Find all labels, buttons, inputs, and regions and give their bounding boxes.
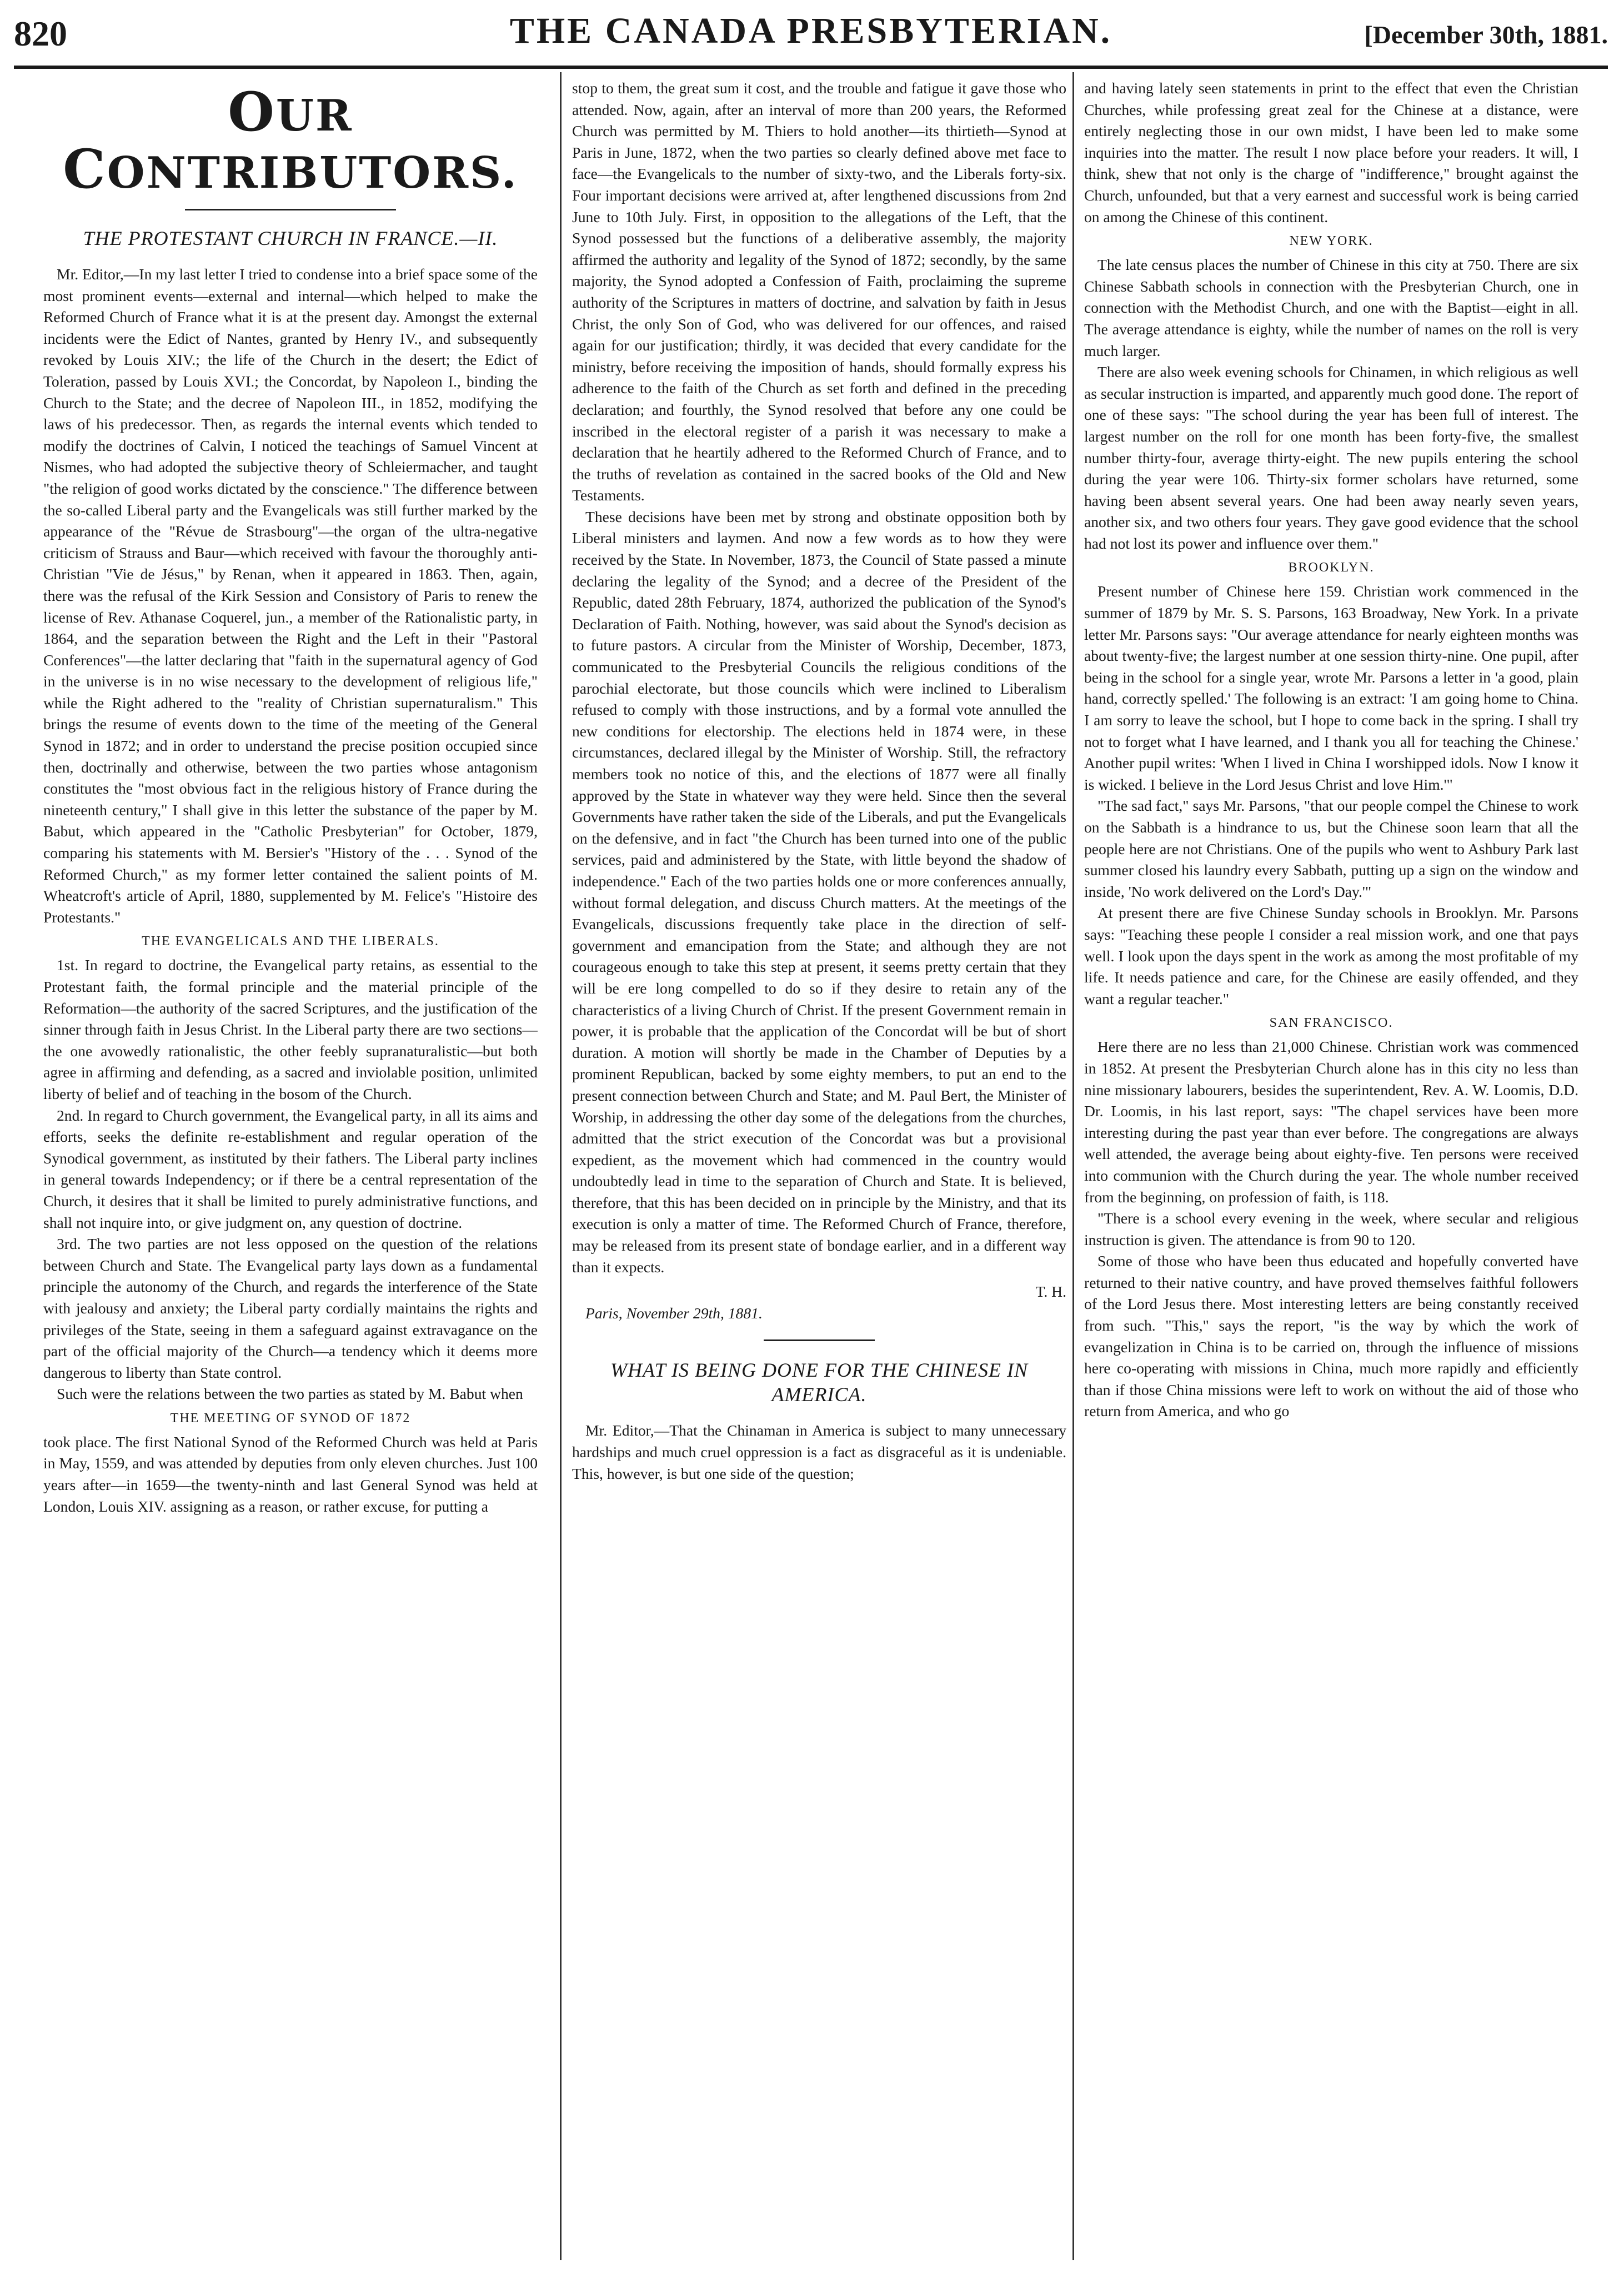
article-separator	[764, 1339, 875, 1341]
article-paragraph: 2nd. In regard to Church government, the Evangelical party, in all its aims and efforts, seeks the definite re-establishment and regular operation of the Synodical government, as instituted by their fathers. The Liberal party inclines in general towards Independency; or if there be a central representation of the Church, it desires that it shall be limited to purely administrative functions, and shall not inquire into, or give judgment on, any question of doctrine.	[43, 1106, 538, 1231]
section-subheading: SAN FRANCISCO.	[1269, 1016, 1394, 1031]
section-subheading: NEW YORK.	[1289, 234, 1374, 249]
article-paragraph: Here there are no less than 21,000 Chinese. Christian work was commenced in 1852. At present the Presbyterian Church alone has in this city no less than nine missionary labourers, besides the superintendent, Rev. A. W. Loomis, D.D. Dr. Loomis, in his last report, says: "The chapel services have been more interesting during the past year than ever before. The congregations are always well attended, the average being about eighty-five. Ten persons were received into communion with the Church during the year. The whole number received from the beginning, on profession of faith, is 118.	[1084, 1038, 1578, 1206]
article-paragraph: and having lately seen statements in print to the effect that even the Christian Churches, while professing great zeal for the Chinese at a distance, were entirely neglecting those in our own midst, I have been led to make some inquiries into the matter. The result I now place before your readers. It will, I think, shew that not only is the charge of "indifference," brought against the Church, unfounded, but that a very earnest and successful work is being carried on among the Chinese of this continent.	[1084, 79, 1578, 225]
article-paragraph: There are also week evening schools for Chinamen, in which religious as well as secular instruction is imparted, and apparently much good done. The report of one of these says: "The school during the year has been full of interest. The largest number on the roll for one month has been forty-five, the smallest number thirty-four, average thirty-eight. The new pupils entering the school during the year were 106. Thirty-six former scholars have returned, some having been absent several years. One had been away nearly seven years, another six, and two others four years. They gave good evidence that the school had not lost its power and influence over them."	[1084, 363, 1578, 552]
column-divider	[1072, 72, 1074, 2260]
article-paragraph: "There is a school every evening in the week, where secular and religious instruction is given. The attendance is from 90 to 120.	[1084, 1210, 1578, 1248]
page-number: 820	[14, 14, 67, 53]
column-3	[1084, 78, 1578, 2282]
article-dateline: Paris, November 29th, 1881.	[585, 1304, 763, 1322]
article-paragraph: Mr. Editor,—That the Chinaman in America is subject to many unnecessary hardships and much cruel oppression is a fact as disgraceful as it is undeniable. This, however, is but one side of the question;	[572, 1422, 1066, 1482]
article-title: THE PROTESTANT CHURCH IN FRANCE.—II.	[83, 227, 498, 249]
department-text-1: UR	[275, 91, 353, 141]
header-rule	[14, 66, 1608, 69]
article-paragraph: stop to them, the great sum it cost, and the trouble and fatigue it gave those who attended. Now, again, after an interval of more than 200 years, the Reformed Church was permitted by M. Thiers to hold another—its thirtieth—Synod at Paris in June, 1872, when the two parties so clearly defined above met face to face—the Evangelicals to the number of sixty-two, and the Liberals forty-six. Four important decisions were arrived at, after lengthened discussions from 2nd June to 10th July. First, in opposition to the allegations of the Left, that the Synod possessed but the functions of a deliberative assembly, the majority affirmed the authority and legality of the Synod of 1872; secondly, by the same majority, the Synod adopted a Confession of Faith, proclaiming the supreme authority of the Scriptures in matters of doctrine, and salvation by faith in Jesus Christ, the only Son of God, who was delivered for our offences, and raised again for our justification; thirdly, it was decided that every candidate for the ministry, before receiving the imposition of hands, should formally express his adherence to the faith of the Church as set forth and defined in the preceding declaration; and fourthly, the Synod resolved that before any one could be inscribed in the electoral register of a parish it was necessary to make a declaration that he heartily adhered to the Reformed Church of France, and to the truths of revelation as contained in the sacred books of the Old and New Testaments.	[572, 79, 1066, 504]
article-paragraph: Mr. Editor,—In my last letter I tried to condense into a brief space some of the most prominent events—external and internal—which helped to make the Reformed Church of France what it is at the present day. Amongst the external incidents were the Edict of Nantes, granted by Henry IV., and subsequently revoked by Louis XIV.; the life of the Church in the desert; the Edict of Toleration, passed by Louis XVI.; the Concordat, by Napoleon I., binding the Church to the State; and the decree of Napoleon III., in 1852, modifying the laws of his predecessor. Then, as regards the internal events which tended to modify the doctrines of Calvin, I noticed the teachings of Samuel Vincent at Nismes, who had adopted the subjective theory of Schleiermacher, and taught "the religion of good works dictated by the conscience." The difference between the so-called Liberal party and the Evangelicals was still further marked by the appearance of the "Révue de Strasbourg"—the organ of the ultra-negative criticism of Strauss and Baur—which received with favour the thoroughly anti-Christian "Vie de Jésus," by Renan, when it appeared in 1863. Then, again, there was the refusal of the Kirk Session and Consistory of Paris to renew the license of Rev. Athanase Coquerel, jun., a member of the Rationalistic party, in 1864, and the separation between the Right and the Left in their "Pastoral Conferences"—the latter declaring that "faith in the supernatural agency of God in the universe is in no wise necessary to the development of religious life," while the Right adhered to the "reality of Christian supernaturalism." This brings the resume of events down to the time of the meeting of the General Synod in 1872; and in order to understand the precise position occupied since then, doctrinally and otherwise, between the two parties whose antagonism constitutes the "most obvious fact in the religious history of France during the nineteenth century," I shall give in this letter the substance of the paper by M. Babut, which appeared in the "Catholic Presbyterian" for October, 1879, comparing his statements with M. Bersier's "History of the . . . Synod of the Reformed Church," as my former letter contained the salient points of M. Wheatcroft's article of April, 1880, supplemented by M. Felice's "Histoire des Protestants."	[43, 265, 538, 926]
masthead: THE CANADA PRESBYTERIAN.	[509, 11, 1112, 51]
article-paragraph: 3rd. The two parties are not less opposed on the question of the relations between Church and State. The Evangelical party lays down as a fundamental principle the autonomy of the Church, and regards the interference of the State with jealousy and anxiety; the Liberal party cordially maintains the rights and privileges of the State, seeing in them a safeguard against extravagance on the part of the official majority of the Church—a tendency which it deems more dangerous to liberty than State control.	[43, 1235, 538, 1381]
section-subheading: BROOKLYN.	[1288, 560, 1375, 575]
article-paragraph: Present number of Chinese here 159. Christian work commenced in the summer of 1879 by Mr. S. S. Parsons, 163 Broadway, New York. In a private letter Mr. Parsons says: "Our average attendance for nearly eighteen months was about twenty-five; the largest number at one session thirty-nine. One pupil, after being in the school for a single year, wrote Mr. Parsons a letter in 'a good, plain hand, correctly spelled.' The following is an extract: 'I am going home to China. I am sorry to leave the school, but I hope to come back in the spring. I shall try not to forget what I have learned, and I thank you all for teaching the Chinese.' Another pupil writes: 'When I lived in China I worshipped idols. Now I know it is wicked. I believe in the Lord Jesus Christ and love Him.'"	[1084, 583, 1578, 793]
page-header	[14, 10, 1608, 66]
column-2	[572, 78, 1066, 2282]
department-heading	[43, 81, 538, 200]
article-paragraph: These decisions have been met by strong and obstinate opposition both by Liberal ministers and laymen. And now a few words as to how they were received by the State. In November, 1873, the Council of State passed a minute declaring the legality of the Synod; and a decree of the President of the Republic, dated 28th February, 1874, authorized the publication of the Synod's Declaration of Faith. Nothing, however, was said about the Synod's decision as to future pastors. A circular from the Minister of Worship, December, 1873, communicated to the Presbyterial Councils the religious conditions of the parochial electorate, but those councils which were inclined to Liberalism refused to comply with those instructions, and by a formal vote annulled the new conditions for electorship. The elections held in 1874 were, in these circumstances, declared illegal by the Minister of Worship. Still, the refractory members took no notice of this, and the elections of 1877 were all finally approved by the State in whatever way they were held. Since then the several Governments have rather taken the side of the Liberals, and put the Evangelicals on the defensive, and in fact "the Church has been turned into one of the public services, paid and administered by the State, with little beyond the shadow of independence." Each of the two parties holds one or more conferences annually, without formal delegation, and discuss Church matters. At the meetings of the Evangelicals, discussions frequently take place in the direction of self-government and emancipation from the State; and although they are not courageous enough to take this step at present, it seems pretty certain that they will be ere long compelled to do so if they desire to retain any of the characteristics of a living Church of Christ. If the present Government remain in power, it is probable that the application of the Concordat will be but of short duration. A motion will shortly be made in the Chamber of Deputies by a prominent Republican, backed by some eighty members, to put an end to the present connection between Church and State; and M. Paul Bert, the Minister of Worship, in addressing the other day some of the delegations from the churches, admitted that the strict execution of the Concordat was but a provisional expedient, as the movement which had commenced in the country would undoubtedly lead in time to the separation of Church and State. It is believed, therefore, that this has been decided on in principle by the Ministry, and that its execution is only a matter of time. The Reformed Church of France, therefore, may be released from its present state of bondage earlier, and in a different way than it expects.	[572, 508, 1066, 1276]
article-paragraph: At present there are five Chinese Sunday schools in Brooklyn. Mr. Parsons says: "Teaching these people I consider a real mission work, and one that pays well. I look upon the days spent in the work as among the most profitable of my life. It needs patience and care, for the Chinese are easily offended, and they want a regular teacher."	[1084, 904, 1578, 1007]
article-paragraph: "The sad fact," says Mr. Parsons, "that our people compel the Chinese to work on the Sabbath is a hindrance to us, but the Chinese soon learn that all the people here are not Christians. One of the pupils who went to Ashbury Park last summer closed his laundry every Sabbath, putting up a sign on the window and inside, 'No work delivered on the Lord's Day.'"	[1084, 797, 1578, 900]
article-title: WHAT IS BEING DONE FOR THE CHINESE IN AMERICA.	[610, 1359, 1028, 1406]
article-paragraph: The late census places the number of Chinese in this city at 750. There are six Chinese Sabbath schools in connection with the Presbyterian Church, one in connection with the Methodist Church, and one with the Baptist—eight in all. The average attendance is eighty, while the number of names on the roll is very much larger.	[1084, 256, 1578, 359]
section-subheading: THE MEETING OF SYNOD OF 1872	[170, 1411, 411, 1426]
column-1	[43, 78, 538, 2282]
article-paragraph: took place. The first National Synod of the Reformed Church was held at Paris in May, 1559, and was attended by deputies from only eleven churches. Just 100 years after—in 1659—the twenty-ninth and last General Synod was held at London, Louis XIV. assigning as a reason, or rather excuse, for putting a	[43, 1433, 538, 1515]
section-subheading: THE EVANGELICALS AND THE LIBERALS.	[142, 934, 439, 949]
article-paragraph: Such were the relations between the two parties as stated by M. Babut when	[57, 1385, 523, 1403]
issue-date: [December 30th, 1881.	[1364, 21, 1608, 49]
department-initial-1: O	[228, 81, 276, 143]
column-divider	[560, 72, 562, 2260]
department-rule	[185, 209, 396, 210]
article-paragraph: 1st. In regard to doctrine, the Evangelical party retains, as essential to the Protestant faith, the formal principle and the material principle of the Reformation—the authority of the sacred Scriptures, and the justification of the sinner through faith in Jesus Christ. In the Liberal party there are two sections—the one avowedly rationalistic, the other feebly supranaturalistic—but both agree in affirming and defending, as a sacred and inviolable position, unlimited liberty of belief and of teaching in the bosom of the Church.	[43, 956, 538, 1102]
department-text-2: ONTRIBUTORS.	[107, 148, 518, 198]
article-paragraph: Some of those who have been thus educated and hopefully converted have returned to their native country, and have proved themselves faithful followers of the Lord Jesus there. Most interesting letters are being constantly received from such. "This," says the report, "is the way by which the work of evangelization in China is to be carried on, through the influence of missions here co-operating with missions in China, much more rapidly and efficiently than if those China missions were left to work on without the aid of those who return from America, and who go	[1084, 1252, 1578, 1420]
department-initial-2: C	[63, 138, 107, 200]
article-signature: T. H.	[1035, 1283, 1066, 1301]
